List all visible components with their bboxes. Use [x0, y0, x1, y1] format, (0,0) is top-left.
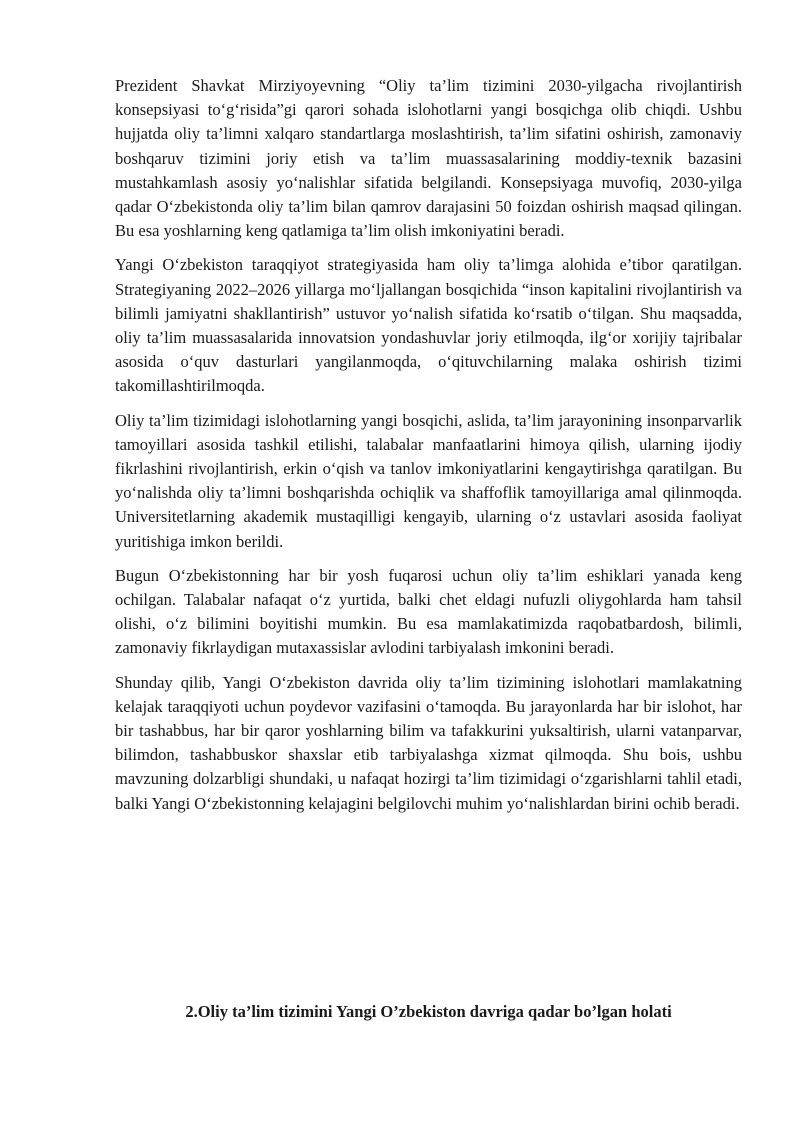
paragraph-concept-2030: Prezident Shavkat Mirziyoyevning “Oliy ta’lim tizimini 2030-yilgacha rivojlantirish konsepsiyasi to‘g‘risida”gi qarori sohada islohotlarni yangi bosqichga olib chiqdi. Ushbu hujjatda oliy ta’limni xalqaro standartlarga moslashtirish, ta’lim sifatini oshirish, zamonaviy boshqaruv tizimini joriy etish va ta’lim muassasalarining moddiy-texnik bazasini mustahkamlash asosiy yo‘nalishlar sifatida belgilandi. Konsepsiyaga muvofiq, 2030-yilga qadar O‘zbekistonda oliy ta’lim bilan qamrov darajasini 50 foizdan oshirish maqsad qilingan. Bu esa yoshlarning keng qatlamiga ta’lim olish imkoniyatini beradi.: [115, 76, 742, 241]
paragraph-youth-opportunities: Bugun O‘zbekistonning har bir yosh fuqarosi uchun oliy ta’lim eshiklari yanada keng ochilgan. Talabalar nafaqat o‘z yurtida, balki chet eldagi nufuzli oliygohlarda ham tahsil olishi, o‘z bilimini boyitishi mumkin. Bu esa mamlakatimizda raqobatbardosh, bilimli, zamonaviy fikrlaydigan mutaxassislar avlodini tarbiyalash imkonini beradi.: [115, 565, 742, 658]
section-heading: 2.Oliy ta’lim tizimini Yangi O’zbekiston davriga qadar bo’lgan holati: [185, 1002, 672, 1021]
document-body: [115, 74, 742, 826]
paragraph-development-strategy: Yangi O‘zbekiston taraqqiyot strategiyasida ham oliy ta’limga alohida e’tibor qaratilgan. Strategiyaning 2022–2026 yillarga mo‘ljallangan bosqichida “inson kapitalini rivojlantirish va bilimli jamiyatni shakllantirish” ustuvor yo‘nalish sifatida ko‘rsatib o‘tilgan. Shu maqsadda, oliy ta’lim muassasalarida innovatsion yondashuvlar joriy etilmoqda, ilg‘or xorijiy tajribalar asosida o‘quv dasturlari yangilanmoqda, o‘qituvchilarning malaka oshirish tizimi takomillashtirilmoqda.: [115, 255, 742, 396]
paragraph-new-stage-reforms: Oliy ta’lim tizimidagi islohotlarning yangi bosqichi, aslida, ta’lim jarayonining insonparvarlik tamoyillari asosida tashkil etilishi, talabalar manfaatlarini himoya qilish, ularning ijodiy fikrlashini rivojlantirish, erkin o‘qish va tanlov imkoniyatlarini kengaytirishga qaratilgan. Bu yo‘nalishda oliy ta’limni boshqarishda ochiqlik va shaffoflik tamoyillariga amal qilinmoqda. Universitetlarning akademik mustaqilligi kengayib, ularning o‘z ustavlari asosida faoliyat yuritishiga imkon berildi.: [115, 410, 742, 551]
paragraph-conclusion: Shunday qilib, Yangi O‘zbekiston davrida oliy ta’lim tizimining islohotlari mamlakatning kelajak taraqqiyoti uchun poydevor vazifasini o‘tamoqda. Bu jarayonlarda har bir islohot, har bir tashabbus, har bir qaror yoshlarning bilim va tafakkurini yuksaltirish, ularni vatanparvar, bilimdon, tashabbuskor shaxslar etib tarbiyalashga xizmat qilmoqda. Shu bois, ushbu mavzuning dolzarbligi shundaki, u nafaqat hozirgi ta’lim tizimidagi o‘zgarishlarni tahlil etadi, balki Yangi O‘zbekistonning kelajagini belgilovchi muhim yo‘nalishlardan birini ochib beradi.: [115, 672, 742, 813]
